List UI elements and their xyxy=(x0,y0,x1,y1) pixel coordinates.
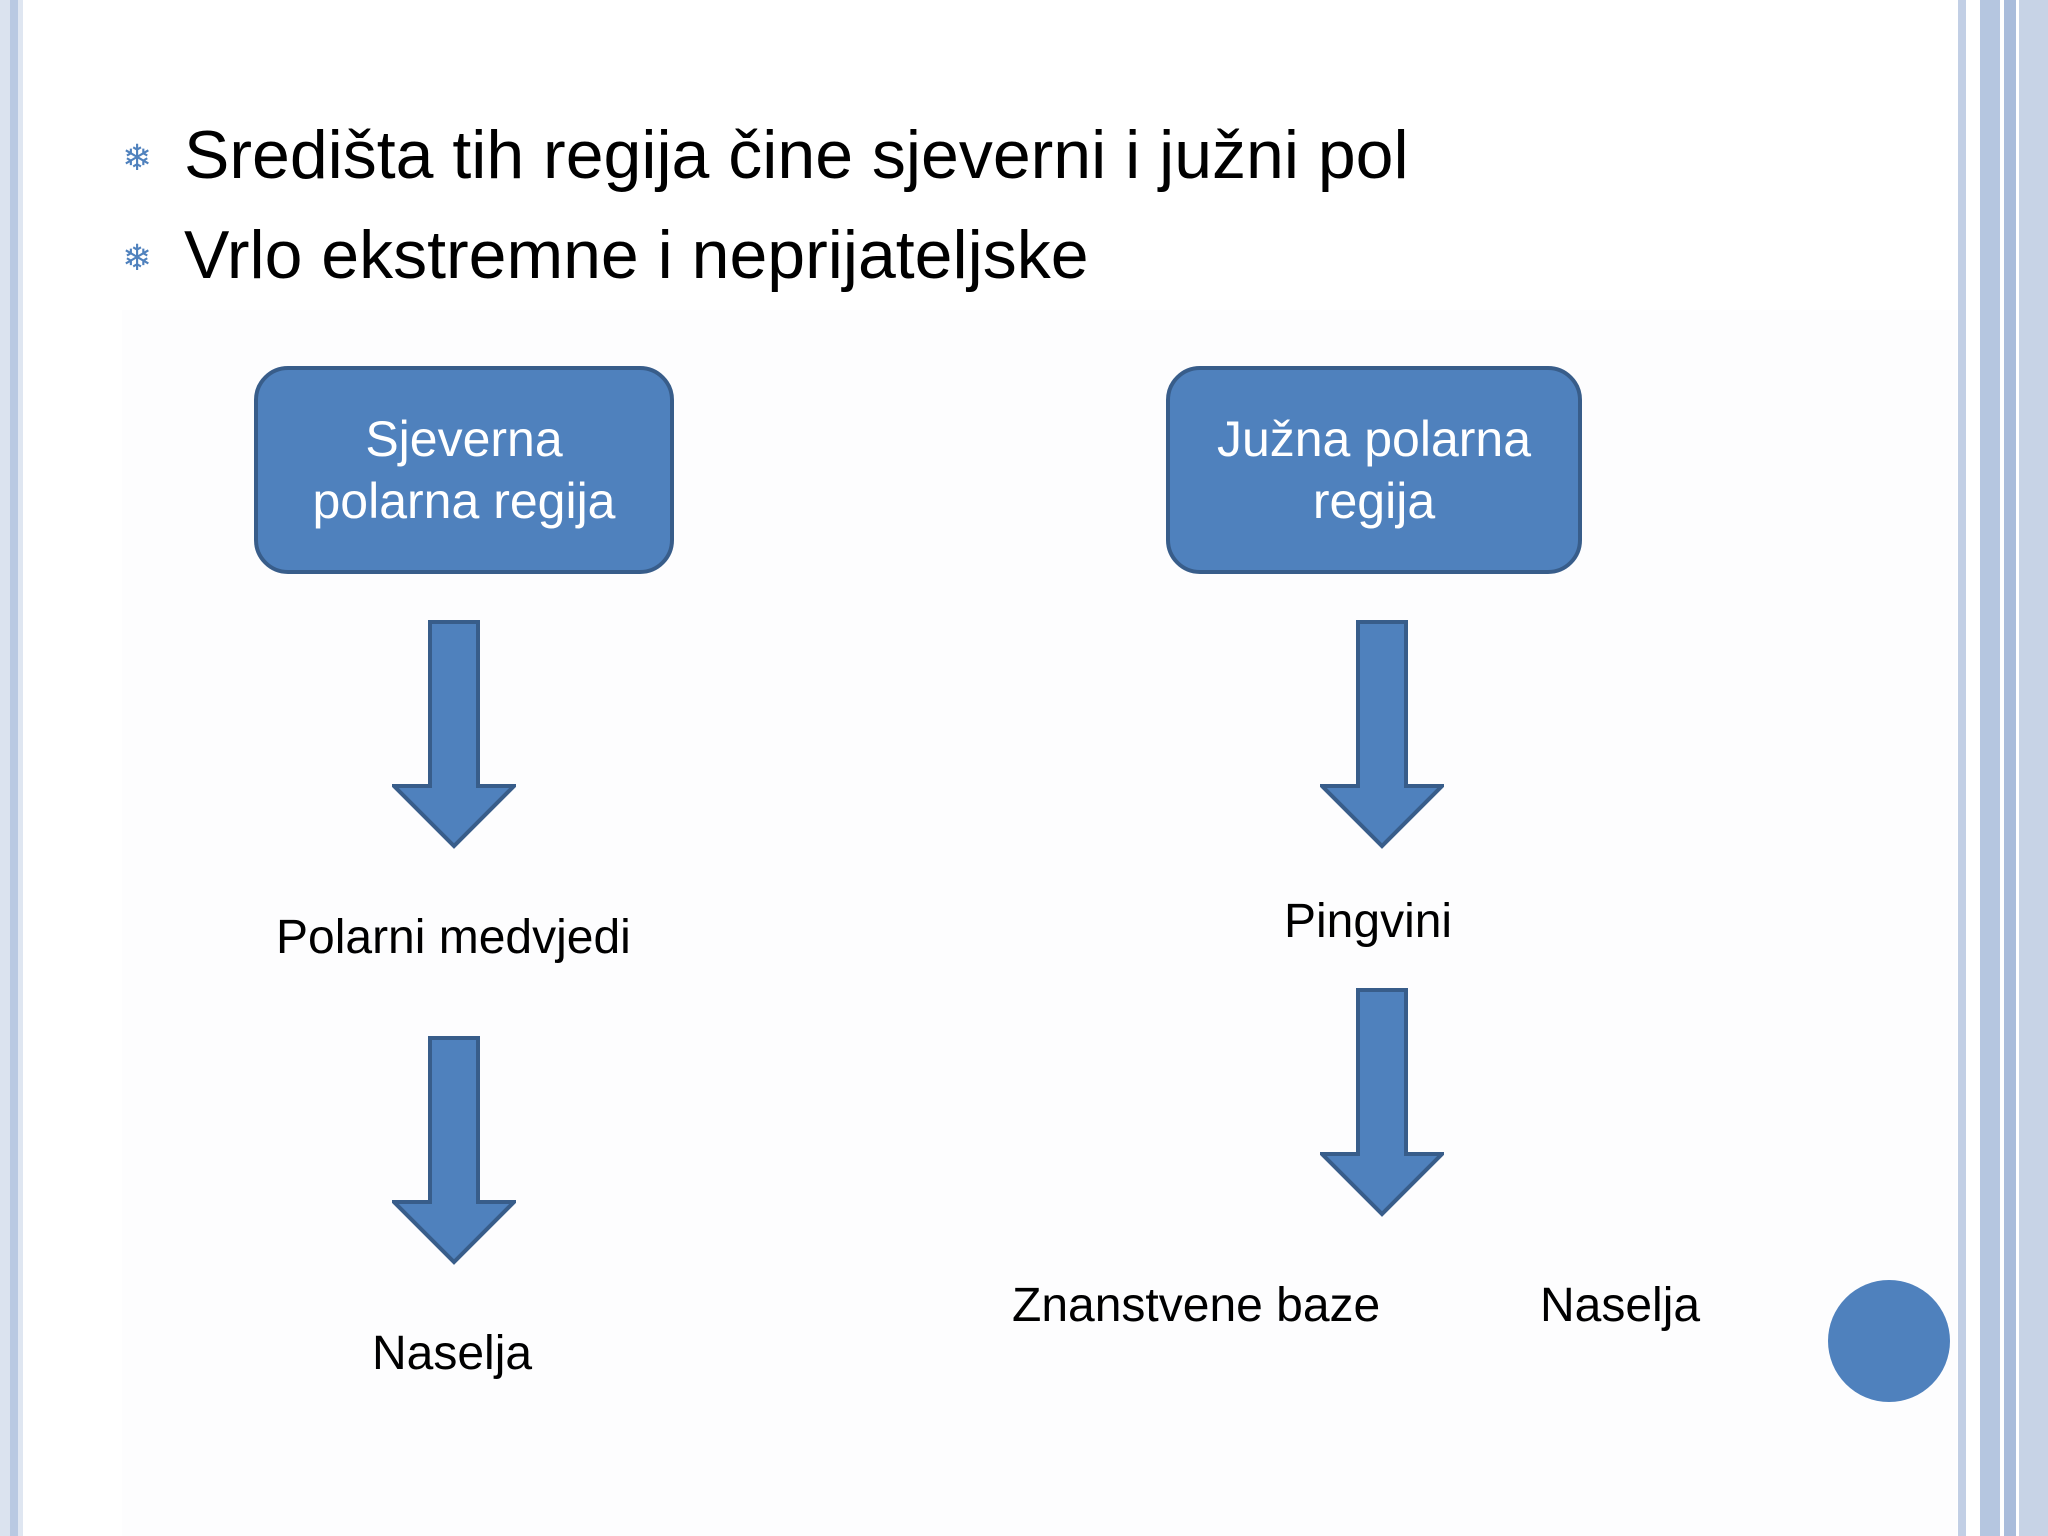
snowflake-icon: ❄ xyxy=(122,238,153,279)
right-border-stripe xyxy=(2004,0,2016,1536)
north-level2-label: Naselja xyxy=(372,1327,533,1380)
left-border-stripe xyxy=(0,0,10,1536)
bullet-item xyxy=(122,105,1409,205)
snowflake-icon: ❄ xyxy=(122,138,153,179)
right-border-stripe xyxy=(2019,0,2048,1536)
south-level1-label: Pingvini xyxy=(1284,895,1453,948)
south-level2a-label: Znanstvene baze xyxy=(1012,1279,1381,1332)
decorative-circle xyxy=(1828,1280,1950,1402)
left-border-stripe xyxy=(10,0,18,1536)
south-arrow-1 xyxy=(1320,620,1444,850)
north-arrow-2 xyxy=(392,1036,516,1266)
left-border-stripe xyxy=(18,0,23,1536)
north-box-line1: Sjeverna xyxy=(365,411,563,467)
right-border-stripe xyxy=(1958,0,1966,1536)
north-region-box xyxy=(254,366,674,574)
north-level1-label: Polarni medvjedi xyxy=(276,911,631,964)
bullet-text: Središta tih regija čine sjeverni i južni pol xyxy=(184,117,1409,193)
bullet-item xyxy=(122,205,1409,305)
south-region-box xyxy=(1166,366,1582,574)
right-border-stripe xyxy=(1966,0,1980,1536)
south-level2b-label: Naselja xyxy=(1540,1279,1701,1332)
north-arrow-1 xyxy=(392,620,516,850)
bullet-list xyxy=(122,105,1409,305)
right-border-stripe xyxy=(1980,0,2000,1536)
south-arrow-2 xyxy=(1320,988,1444,1218)
south-box-line2: regija xyxy=(1312,473,1436,529)
south-box-line1: Južna polarna xyxy=(1216,411,1532,467)
bullet-text: Vrlo ekstremne i neprijateljske xyxy=(184,217,1089,293)
north-box-line2: polarna regija xyxy=(312,473,616,529)
